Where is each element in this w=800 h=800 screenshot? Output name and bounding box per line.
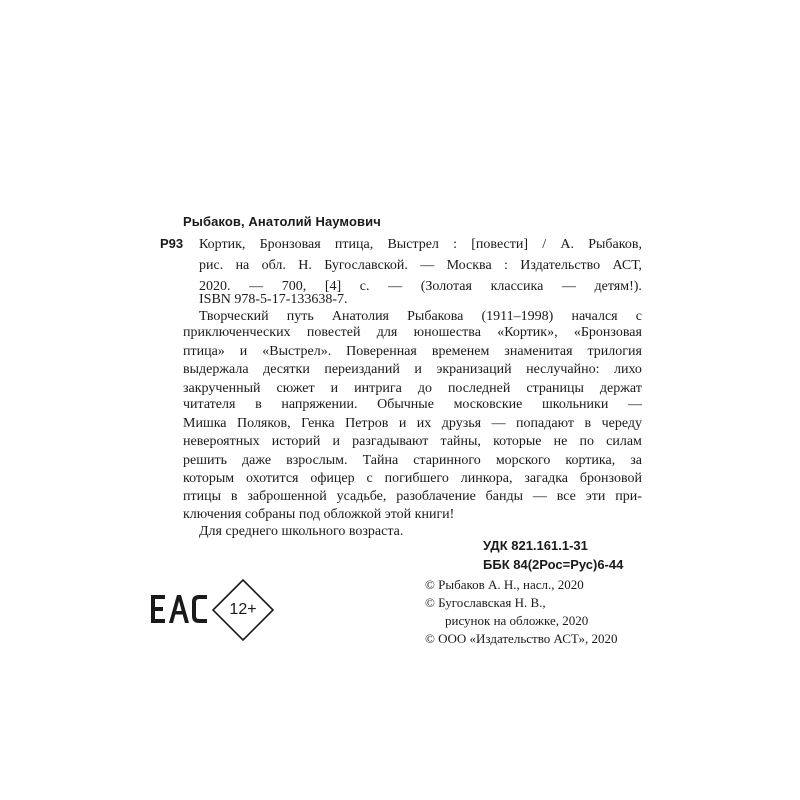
word: юношества (413, 325, 481, 340)
annotation-line (183, 472, 642, 486)
word: «Выстрел». (262, 344, 332, 359)
word: [повести] (471, 237, 528, 252)
word: все (556, 489, 576, 504)
word: усадьбе, (336, 489, 387, 504)
word: Рыбаков, (588, 237, 642, 252)
word: классика (490, 279, 544, 294)
annotation-line (183, 417, 642, 431)
word: и (239, 344, 248, 359)
word: экранизаций (436, 362, 512, 377)
word: знаменитая (504, 344, 573, 359)
word: Н. (298, 258, 312, 273)
word: 700, (281, 279, 307, 294)
word: : (504, 258, 508, 273)
word: трилогия (587, 344, 642, 359)
word: до (417, 381, 432, 396)
word: — (420, 258, 435, 273)
annotation-line (183, 398, 642, 412)
word: московские (453, 397, 523, 412)
word: АСТ, (612, 258, 642, 273)
word: их (416, 416, 432, 431)
word: попадают (516, 416, 574, 431)
word: сюжет (276, 381, 315, 396)
copyright-line: © Бугославская Н. В., (425, 595, 546, 610)
word: страницы (526, 381, 584, 396)
word: временем (431, 344, 490, 359)
word: морского (495, 453, 551, 468)
word: выдержала (183, 362, 249, 377)
word: напряжении. (281, 397, 358, 412)
word: и (332, 434, 341, 449)
word: и (414, 362, 422, 377)
word: череду (601, 416, 642, 431)
word: линкора, (460, 471, 513, 486)
copyright-line: © Рыбаков А. Н., насл., 2020 (425, 577, 584, 592)
word: Петров (345, 416, 389, 431)
word: Бугославской. (324, 258, 408, 273)
word: разгадывают (352, 434, 429, 449)
word: в (255, 397, 262, 412)
word: «Кортик», (497, 325, 558, 340)
classification-code: Р93 (160, 236, 184, 251)
word: — (561, 279, 576, 294)
word: банды (485, 489, 524, 504)
annotation-line (183, 345, 642, 359)
word: «Бронзовая (573, 325, 642, 340)
word: бронзовой (579, 471, 642, 486)
word: птица» (183, 344, 225, 359)
word: интрига (354, 381, 402, 396)
word: повестей (306, 325, 361, 340)
annotation-line (183, 382, 642, 396)
annotation-line (183, 363, 642, 377)
audience-note: Для среднего школьного возраста. (199, 524, 404, 539)
annotation-line (183, 454, 642, 468)
word: Тайна (362, 453, 399, 468)
eac-certification-icon (150, 593, 208, 625)
word: кортика, (565, 453, 616, 468)
word: погибшего (384, 471, 449, 486)
bbk-index: ББК 84(2Рос=Рус)6-44 (483, 557, 624, 572)
word: Рыбакова (407, 309, 464, 324)
word: и (330, 381, 339, 396)
word: даже (242, 453, 272, 468)
word: 2020. (199, 279, 231, 294)
word: тайны, (440, 434, 481, 449)
annotation-line (183, 490, 642, 504)
word: детям!). (594, 279, 642, 294)
word: загадка (524, 471, 569, 486)
age-rating-label: 12+ (229, 601, 257, 618)
word: Выстрел (387, 237, 439, 252)
word: с (635, 309, 642, 324)
description-line (199, 238, 642, 252)
word: взрослым. (286, 453, 348, 468)
isbn: ISBN 978-5-17-133638-7. (199, 292, 348, 307)
word: / (542, 237, 547, 252)
word: не (553, 434, 568, 449)
word: Бронзовая (259, 237, 321, 252)
word: обл. (261, 258, 286, 273)
word: путь (286, 309, 314, 324)
word: приключенческих (183, 325, 291, 340)
annotation-line (183, 435, 642, 449)
word: птицы (183, 489, 222, 504)
word: школьники (541, 397, 609, 412)
word: — (627, 397, 642, 412)
word: [4] (324, 279, 342, 294)
word: держат (599, 381, 642, 396)
word: силам (606, 434, 642, 449)
word: Генка (301, 416, 335, 431)
word: разоблачение (396, 489, 476, 504)
word: которым (183, 471, 235, 486)
word: неслучайно: (526, 362, 600, 377)
copyright-line: © ООО «Издательство АСТ», 2020 (425, 631, 618, 646)
word: на (235, 258, 250, 273)
word: Мишка (183, 416, 227, 431)
copyright-line: рисунок на обложке, 2020 (445, 613, 589, 628)
word: — (491, 416, 506, 431)
word: — (532, 489, 547, 504)
word: при- (615, 489, 642, 504)
word: закрученный (183, 381, 261, 396)
word: за (630, 453, 642, 468)
word: Поляков, (237, 416, 291, 431)
word: — (388, 279, 403, 294)
word: Издательство (520, 258, 601, 273)
word: А. (560, 237, 574, 252)
word: — (249, 279, 264, 294)
word: переизданий (324, 362, 400, 377)
word: птица, (334, 237, 374, 252)
word: : (453, 237, 458, 252)
word: Творческий (199, 309, 269, 324)
word: которые (493, 434, 542, 449)
annotation-last-line: ключения собраны под обложкой этой книги! (183, 507, 455, 522)
author-heading: Рыбаков, Анатолий Наумович (183, 214, 381, 229)
annotation-line (183, 326, 642, 340)
word: старинного (413, 453, 481, 468)
word: Москва (446, 258, 492, 273)
word: в (584, 416, 592, 431)
word: в (230, 489, 238, 504)
word: решить (183, 453, 227, 468)
word: рис. (199, 258, 224, 273)
word: для (376, 325, 398, 340)
word: друзья (441, 416, 482, 431)
word: Обычные (377, 397, 434, 412)
udk-index: УДК 821.161.1-31 (483, 538, 588, 553)
word: десятки (263, 362, 310, 377)
word: начался (571, 309, 618, 324)
word: офицер (310, 471, 355, 486)
word: последней (447, 381, 511, 396)
word: с (366, 471, 373, 486)
word: и (398, 416, 407, 431)
word: заброшенной (247, 489, 327, 504)
word: с. (359, 279, 370, 294)
word: читателя (183, 397, 236, 412)
word: (1911–1998) (481, 309, 554, 324)
word: невероятных (183, 434, 260, 449)
word: Кортик, (199, 237, 246, 252)
word: лихо (613, 362, 642, 377)
description-line (199, 259, 642, 273)
word: эти (585, 489, 606, 504)
word: Анатолия (331, 309, 389, 324)
word: Поверенная (346, 344, 417, 359)
word: (Золотая (420, 279, 472, 294)
annotation-line (199, 310, 642, 324)
word: охотится (245, 471, 299, 486)
word: историй (271, 434, 321, 449)
word: по (579, 434, 594, 449)
